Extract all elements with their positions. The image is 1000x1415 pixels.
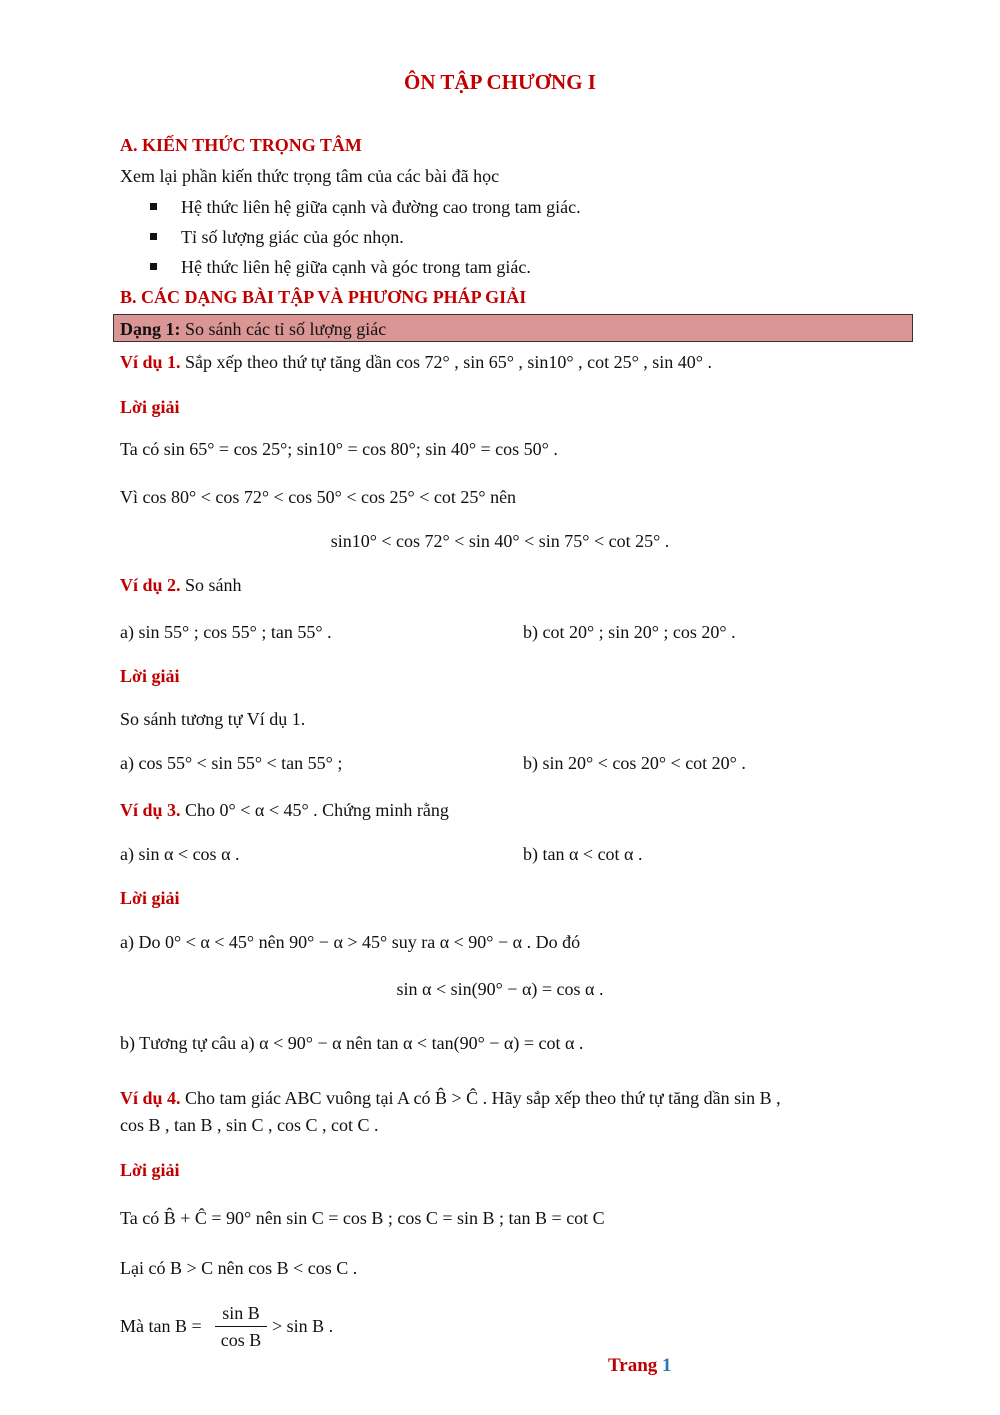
fraction-numerator: sin B [222,1303,260,1323]
example-1 [120,351,712,373]
example-2-solution-b: b) sin 20° < cos 20° < cot 20° . [523,753,746,773]
page-number [608,1355,672,1377]
dang-1-text: So sánh các tỉ số lượng giác [180,319,387,339]
fraction-bar [215,1326,267,1327]
example-1-solution-line-1: Ta có sin 65° = cos 25°; sin10° = cos 80°; sin 40° = cos 50° . [120,439,558,459]
example-3-solution-line-3: b) Tương tự câu a) α < 90° − α nên tan α < tan(90° − α) = cot α . [120,1033,584,1053]
example-3-solution-line-2: sin α < sin(90° − α) = cos α . [396,979,604,999]
example-4-solution-line-3-prefix: Mà tan B = [120,1316,202,1336]
fraction-denominator: cos B [220,1330,262,1350]
example-2-part-b: b) cot 20° ; sin 20° ; cos 20° . [523,622,736,642]
dang-1-label: Dạng 1: [120,319,181,339]
example-4-text-1: Cho tam giác ABC vuông tại A có B̂ > Ĉ . Hãy sắp xếp theo thứ tự tăng dần sin B , [180,1088,781,1108]
example-4-solution-line-3-suffix: > sin B . [272,1316,334,1336]
example-3-text: Cho 0° < α < 45° . Chứng minh rằng [180,800,449,820]
list-item-text: Tỉ số lượng giác của góc nhọn. [181,227,404,247]
example-1-label: Ví dụ 1. [120,352,181,372]
bullet-square-icon [150,233,157,240]
list-item-text: Hệ thức liên hệ giữa cạnh và góc trong tam giác. [181,257,531,277]
example-3-part-a: a) sin α < cos α . [120,844,240,864]
page-title: ÔN TẬP CHƯƠNG I [404,70,596,94]
solution-label: Lời giải [120,888,180,908]
example-2-text: So sánh [180,575,242,595]
fraction-sinB-over-cosB [215,1302,267,1351]
example-3-label: Ví dụ 3. [120,800,181,820]
section-b-heading: B. CÁC DẠNG BÀI TẬP VÀ PHƯƠNG PHÁP GIẢI [120,287,527,307]
section-a-intro: Xem lại phần kiến thức trọng tâm của các bài đã học [120,166,500,186]
example-3-solution-line-1: a) Do 0° < α < 45° nên 90° − α > 45° suy ra α < 90° − α . Do đó [120,932,581,952]
example-4-label: Ví dụ 4. [120,1088,181,1108]
example-2-part-a: a) sin 55° ; cos 55° ; tan 55° . [120,622,332,642]
list-item-text: Hệ thức liên hệ giữa cạnh và đường cao trong tam giác. [181,197,581,217]
bullet-square-icon [150,263,157,270]
example-2-solution-a: a) cos 55° < sin 55° < tan 55° ; [120,753,343,773]
page-number-value: 1 [662,1355,672,1376]
bullet-square-icon [150,203,157,210]
example-1-text: Sắp xếp theo thứ tự tăng dần cos 72° , sin 65° , sin10° , cot 25° , sin 40° . [180,352,712,372]
solution-label: Lời giải [120,397,180,417]
section-a-heading: A. KIẾN THỨC TRỌNG TÂM [120,135,362,155]
example-3 [120,799,449,821]
page-number-word: Trang [608,1355,658,1376]
example-1-solution-line-2: Vì cos 80° < cos 72° < cos 50° < cos 25° < cot 25° nên [120,487,517,507]
example-2-solution-text: So sánh tương tự Ví dụ 1. [120,709,306,729]
example-4-line-1 [120,1087,781,1109]
example-2 [120,574,242,596]
solution-label: Lời giải [120,666,180,686]
example-2-label: Ví dụ 2. [120,575,181,595]
solution-label: Lời giải [120,1160,180,1180]
example-4-line-2: cos B , tan B , sin C , cos C , cot C . [120,1115,379,1135]
dang-1-banner [113,314,913,342]
example-4-solution-line-1: Ta có B̂ + Ĉ = 90° nên sin C = cos B ; cos C = sin B ; tan B = cot C [120,1208,605,1228]
example-1-solution-line-3: sin10° < cos 72° < sin 40° < sin 75° < cot 25° . [330,531,670,551]
example-3-part-b: b) tan α < cot α . [523,844,643,864]
example-4-solution-line-2: Lại có B > C nên cos B < cos C . [120,1258,358,1278]
